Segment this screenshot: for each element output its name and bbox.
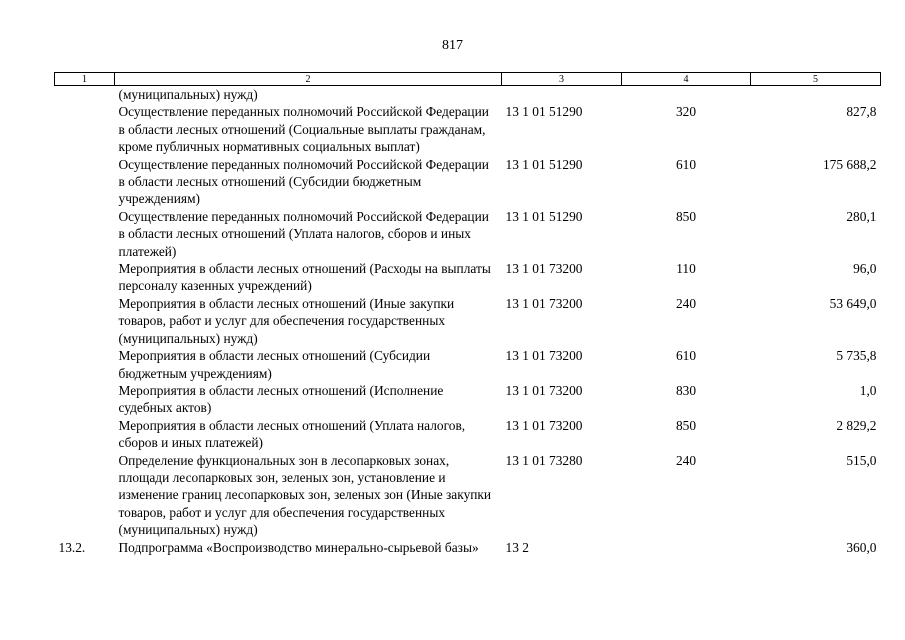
table-row [55, 156, 881, 208]
table-row [55, 347, 881, 382]
row-amount: 2 829,2 [836, 417, 877, 433]
row-target-code: 13 1 01 73200 [505, 382, 583, 398]
row-amount: 360,0 [846, 539, 877, 555]
row-amount: 5 735,8 [836, 348, 877, 364]
row-expense-type: 240 [675, 452, 697, 468]
table-row [55, 417, 881, 452]
row-target-code: 13 1 01 51290 [505, 104, 583, 120]
table-row [55, 539, 881, 556]
row-amount: 1,0 [859, 382, 877, 398]
column-header-3: 3 [502, 73, 622, 86]
row-amount: 515,0 [846, 452, 877, 468]
row-name: Мероприятия в области лесных отношений (Субсидии бюджетным учреждениям) [118, 348, 431, 381]
row-name: (муниципальных) нужд) [118, 87, 258, 102]
row-target-code: 13 1 01 51290 [505, 156, 583, 172]
row-name: Мероприятия в области лесных отношений (Исполнение судебных актов) [118, 382, 444, 416]
row-name: Подпрограмма «Воспроизводство минерально-сырьевой базы» [118, 539, 479, 555]
table-row [55, 382, 881, 417]
page-number: 817 [442, 38, 463, 53]
table-row [55, 86, 881, 104]
row-amount: 827,8 [846, 104, 877, 120]
row-target-code: 13 1 01 73200 [505, 295, 583, 311]
row-target-code: 13 2 [505, 539, 529, 555]
row-target-code: 13 1 01 51290 [505, 208, 583, 224]
row-number [55, 452, 115, 539]
column-header-4: 4 [622, 73, 751, 86]
column-header-2: 2 [115, 73, 502, 86]
row-amount: 175 688,2 [822, 156, 877, 172]
row-expense-type [622, 86, 751, 104]
row-expense-type: 830 [675, 382, 697, 398]
row-expense-type: 850 [675, 208, 697, 224]
row-number [55, 295, 115, 347]
table-row [55, 103, 881, 155]
row-target-code: 13 1 01 73200 [505, 348, 583, 364]
row-number [55, 208, 115, 260]
column-header-5: 5 [751, 73, 881, 86]
row-number [55, 347, 115, 382]
row-name: Определение функциональных зон в лесопарковых зонах, площади лесопарковых зон, зеленых зон, установление и изменение границ лесопарковых зон, зеленых зон (Иные закупки товаров, работ и услуг для обеспечения государственных (муниципальных) нужд) [118, 452, 492, 538]
row-number [55, 260, 115, 295]
row-name: Осуществление переданных полномочий Российской Федерации в области лесных отношений (Уплата налогов, сборов и иных платежей) [118, 208, 489, 259]
row-number [55, 156, 115, 208]
row-number: 13.2. [58, 539, 86, 555]
row-expense-type: 850 [675, 417, 697, 433]
table-row [55, 295, 881, 347]
row-target-code: 13 1 01 73200 [505, 261, 583, 277]
column-number-header [55, 73, 881, 86]
row-number [55, 382, 115, 417]
row-name: Осуществление переданных полномочий Российской Федерации в области лесных отношений (Социальные выплаты гражданам, кроме публичных нормативных социальных выплат) [118, 104, 489, 155]
column-header-1: 1 [55, 73, 115, 86]
row-target-code [502, 86, 622, 104]
table-row [55, 260, 881, 295]
row-expense-type [622, 539, 751, 556]
table-row [55, 208, 881, 260]
row-target-code: 13 1 01 73200 [505, 417, 583, 433]
row-name: Осуществление переданных полномочий Российской Федерации в области лесных отношений (Субсидии бюджетным учреждениям) [118, 156, 489, 207]
row-name: Мероприятия в области лесных отношений (Уплата налогов, сборов и иных платежей) [118, 417, 466, 451]
row-expense-type: 610 [675, 156, 697, 172]
budget-table [54, 72, 881, 556]
row-number [55, 103, 115, 155]
row-number [55, 417, 115, 452]
row-expense-type: 110 [676, 261, 696, 277]
table-row [55, 452, 881, 539]
row-target-code: 13 1 01 73280 [505, 452, 583, 468]
row-name: Мероприятия в области лесных отношений (Иные закупки товаров, работ и услуг для обеспечения государственных (муниципальных) нужд) [118, 295, 455, 346]
row-amount: 53 649,0 [829, 295, 877, 311]
row-amount: 96,0 [853, 261, 877, 277]
row-expense-type: 320 [675, 104, 697, 120]
row-number [55, 86, 115, 104]
row-name: Мероприятия в области лесных отношений (Расходы на выплаты персоналу казенных учреждений) [118, 261, 491, 294]
row-expense-type: 610 [675, 348, 697, 364]
row-expense-type: 240 [675, 295, 697, 311]
row-amount: 280,1 [846, 208, 877, 224]
row-amount [751, 86, 881, 104]
